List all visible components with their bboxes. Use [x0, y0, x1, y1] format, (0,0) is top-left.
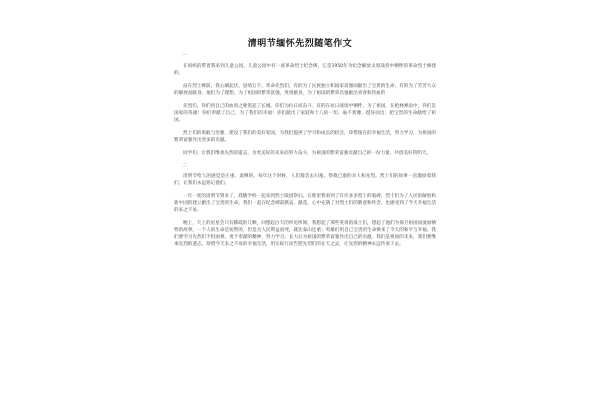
paragraph: 晚上，天上的星星会只有稀疏的几颗，回想起白天的所见所闻，我想起了那些英勇的战士们，想起了他们为保卫祖国而流血牺牲的故事。一个人的生命是短暂的，但是为人民利益而死，就比泰山还重；英雄们用自己宝贵的生命换来了今天的和平与幸福。我们要学习先烈们不怕困难、勇于奉献的精神，努力学习，长大后为祖国的繁荣富强作出自己的贡献。我们是祖国的未来，我们要继承先烈的遗志，珍惜今天来之不易的幸福生活，用实际行动告慰先烈们的在天之灵，让先烈的精神永远传承下去。 — [174, 221, 436, 247]
article-body — [174, 48, 436, 254]
paragraph: 烈士们的勇敢与坚强，建设了我们的美好家园，为我们提供了学习和成长的机会，珍惜现在的幸福生活，努力学习，为祖国的繁荣富强作出更多的贡献。 — [174, 131, 436, 143]
section — [174, 163, 436, 248]
paragraph: 同学们，让我们继承先烈的遗志，为更美好的未来而努力奋斗，为祖国的繁荣富强贡献自己的一份力量，共创美好的明天。 — [183, 151, 432, 156]
section-mark: 一 — [182, 53, 188, 59]
paragraph: 一年一度的清明节到来了，我随学校一起来到烈士陵园祭扫。在那里我看到了许许多多烈士的墓碑，烈士们为了人民的解放和新中国的建立献出了宝贵的生命。我们一起在纪念碑前默哀、献花，心中充满了对烈士们的敬意和怀念，也感受到了今天幸福生活的来之不易。 — [174, 194, 436, 213]
paragraph: 站在烈士碑前，我心潮起伏，思绪万千。革命先烈们，有的为了民族独立和国家富强而献出了宝贵的生命，有的为了劳苦大众的解放而献身。他们为了理想、为了祖国的繁荣富强，英勇献身，为了祖国的繁荣昌强献出青春和热血的 — [174, 84, 436, 96]
paragraph: 清明节给人的感觉是庄重、肃穆的，每年这个时候，人们都会去扫墓，祭奠已逝的亲人和先烈。烈士们的故事一直激励着我们，让我们永远铭记他们。 — [174, 174, 436, 186]
page-title: 清明节缅怀先烈随笔作文 — [247, 39, 353, 49]
section-mark: 二 — [182, 163, 188, 169]
paragraph: 先烈们，你们用自己的血肉之躯筑起了长城，你们为抗日而奋斗，有的在抗日战场中牺牲，为了祖国，在枪林弹雨中，你们是国家的英雄！你们奉献了自己，为了我们的幸福！你们献出了家庭和十八的一切，毫不犹豫，挺身而出；把宝贵的生命献给了祖国。 — [174, 104, 436, 123]
section — [174, 53, 436, 157]
paragraph: 在妈妈的带着我来到儿童公园，儿童公园中有一座革命烈士纪念碑，它是1950年为纪念解放太原战役中牺牲的革命烈士修建的。 — [174, 64, 436, 76]
